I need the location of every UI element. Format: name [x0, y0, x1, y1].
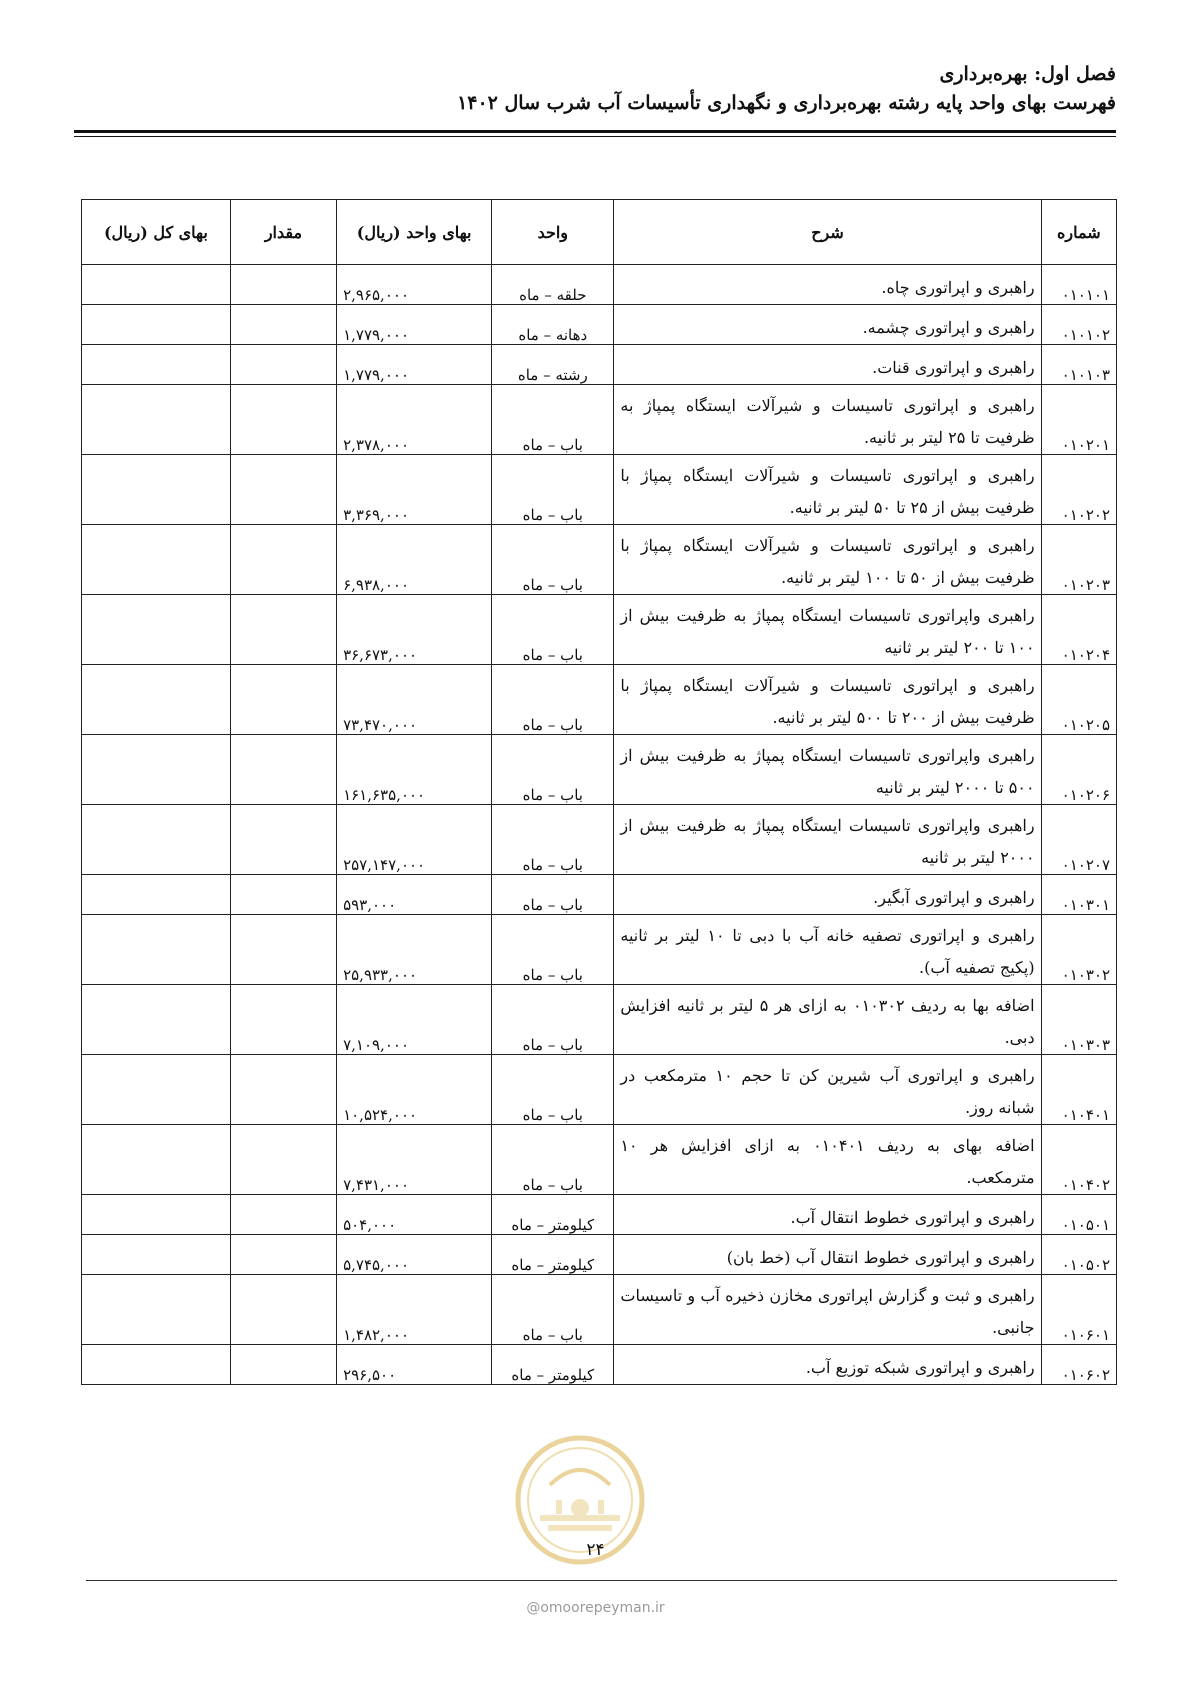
table-row	[82, 1055, 1117, 1125]
row-code: ۰۱۰۲۰۴	[1041, 595, 1116, 665]
row-quantity	[230, 735, 336, 805]
row-unit: باب – ماه	[492, 915, 614, 985]
row-quantity	[230, 1275, 336, 1345]
row-quantity	[230, 875, 336, 915]
row-unit: باب – ماه	[492, 595, 614, 665]
row-description: راهبری و اپراتوری خطوط انتقال آب (خط بان)	[614, 1235, 1041, 1275]
row-description: راهبری واپراتوری تاسیسات ایستگاه پمپاژ به ظرفیت بیش از ۵۰۰ تا ۲۰۰۰ لیتر بر ثانیه	[614, 735, 1041, 805]
table-row	[82, 875, 1117, 915]
row-quantity	[230, 345, 336, 385]
row-code: ۰۱۰۶۰۱	[1041, 1275, 1116, 1345]
column-header-code: شماره	[1041, 200, 1116, 265]
row-code: ۰۱۰۳۰۳	[1041, 985, 1116, 1055]
column-header-quantity: مقدار	[230, 200, 336, 265]
row-code: ۰۱۰۲۰۷	[1041, 805, 1116, 875]
row-quantity	[230, 525, 336, 595]
row-unit-price: ۵,۷۴۵,۰۰۰	[337, 1235, 492, 1275]
table-header-row	[82, 200, 1117, 265]
row-quantity	[230, 305, 336, 345]
column-header-unit-price: بهای واحد (ریال)	[337, 200, 492, 265]
row-total	[82, 1195, 231, 1235]
table-row	[82, 525, 1117, 595]
row-unit-price: ۱,۴۸۲,۰۰۰	[337, 1275, 492, 1345]
row-total	[82, 875, 231, 915]
row-unit-price: ۵۰۴,۰۰۰	[337, 1195, 492, 1235]
row-unit-price: ۲۵,۹۳۳,۰۰۰	[337, 915, 492, 985]
footer-website: @omoorepeyman.ir	[526, 1600, 665, 1616]
row-quantity	[230, 1055, 336, 1125]
row-total	[82, 305, 231, 345]
table-body	[82, 265, 1117, 1385]
row-description: راهبری و اپراتوری خطوط انتقال آب.	[614, 1195, 1041, 1235]
row-quantity	[230, 595, 336, 665]
row-total	[82, 1275, 231, 1345]
row-unit: دهانه – ماه	[492, 305, 614, 345]
table-row	[82, 305, 1117, 345]
row-description: راهبری و اپراتوری چاه.	[614, 265, 1041, 305]
row-unit-price: ۷,۱۰۹,۰۰۰	[337, 985, 492, 1055]
row-unit: باب – ماه	[492, 1055, 614, 1125]
row-unit-price: ۶,۹۳۸,۰۰۰	[337, 525, 492, 595]
row-description: راهبری و اپراتوری تاسیسات و شیرآلات ایستگاه پمپاژ با ظرفیت بیش از ۲۵ تا ۵۰ لیتر بر ثانیه.	[614, 455, 1041, 525]
row-description: راهبری و اپراتوری تاسیسات و شیرآلات ایستگاه پمپاژ به ظرفیت تا ۲۵ لیتر بر ثانیه.	[614, 385, 1041, 455]
row-code: ۰۱۰۲۰۵	[1041, 665, 1116, 735]
page-number: ۲۴	[586, 1540, 605, 1560]
row-quantity	[230, 1345, 336, 1385]
row-description: راهبری و ثبت و گزارش اپراتوری مخازن ذخیره آب و تاسیسات جانبی.	[614, 1275, 1041, 1345]
row-unit: باب – ماه	[492, 1125, 614, 1195]
column-header-unit: واحد	[492, 200, 614, 265]
header-rule-thick	[74, 130, 1116, 133]
table-row	[82, 265, 1117, 305]
table-row	[82, 385, 1117, 455]
row-description: راهبری و اپراتوری قنات.	[614, 345, 1041, 385]
table-row	[82, 345, 1117, 385]
row-code: ۰۱۰۱۰۳	[1041, 345, 1116, 385]
row-total	[82, 985, 231, 1055]
row-unit-price: ۳۶,۶۷۳,۰۰۰	[337, 595, 492, 665]
row-unit: باب – ماه	[492, 665, 614, 735]
row-code: ۰۱۰۲۰۲	[1041, 455, 1116, 525]
row-unit: باب – ماه	[492, 385, 614, 455]
row-code: ۰۱۰۳۰۱	[1041, 875, 1116, 915]
row-total	[82, 1125, 231, 1195]
row-description: اضافه بهای به ردیف ۰۱۰۴۰۱ به ازای افزایش هر ۱۰ مترمکعب.	[614, 1125, 1041, 1195]
row-total	[82, 345, 231, 385]
row-unit-price: ۱,۷۷۹,۰۰۰	[337, 345, 492, 385]
row-description: راهبری واپراتوری تاسیسات ایستگاه پمپاژ به ظرفیت بیش از ۱۰۰ تا ۲۰۰ لیتر بر ثانیه	[614, 595, 1041, 665]
row-quantity	[230, 265, 336, 305]
row-unit-price: ۲,۳۷۸,۰۰۰	[337, 385, 492, 455]
row-unit: باب – ماه	[492, 525, 614, 595]
row-total	[82, 385, 231, 455]
row-code: ۰۱۰۴۰۱	[1041, 1055, 1116, 1125]
row-code: ۰۱۰۴۰۲	[1041, 1125, 1116, 1195]
table-row	[82, 595, 1117, 665]
row-unit: کیلومتر – ماه	[492, 1345, 614, 1385]
row-total	[82, 525, 231, 595]
row-unit: باب – ماه	[492, 985, 614, 1055]
table-row	[82, 455, 1117, 525]
row-unit: باب – ماه	[492, 735, 614, 805]
row-code: ۰۱۰۳۰۲	[1041, 915, 1116, 985]
row-description: اضافه بها به ردیف ۰۱۰۳۰۲ به ازای هر ۵ لیتر بر ثانیه افزایش دبی.	[614, 985, 1041, 1055]
row-unit: کیلومتر – ماه	[492, 1195, 614, 1235]
row-code: ۰۱۰۲۰۳	[1041, 525, 1116, 595]
table-row	[82, 665, 1117, 735]
table-row	[82, 1235, 1117, 1275]
row-quantity	[230, 1235, 336, 1275]
row-unit-price: ۲۵۷,۱۴۷,۰۰۰	[337, 805, 492, 875]
row-total	[82, 455, 231, 525]
row-unit: باب – ماه	[492, 875, 614, 915]
row-unit: حلقه – ماه	[492, 265, 614, 305]
row-unit-price: ۷۳,۴۷۰,۰۰۰	[337, 665, 492, 735]
row-unit-price: ۱۶۱,۶۳۵,۰۰۰	[337, 735, 492, 805]
column-header-total: بهای کل (ریال)	[82, 200, 231, 265]
row-total	[82, 1055, 231, 1125]
table-row	[82, 735, 1117, 805]
chapter-title: فصل اول: بهره‌برداری	[939, 63, 1116, 85]
row-quantity	[230, 915, 336, 985]
table-row	[82, 915, 1117, 985]
row-description: راهبری و اپراتوری شبکه توزیع آب.	[614, 1345, 1041, 1385]
table-row	[82, 805, 1117, 875]
row-unit: باب – ماه	[492, 805, 614, 875]
row-unit: باب – ماه	[492, 1275, 614, 1345]
row-description: راهبری و اپراتوری چشمه.	[614, 305, 1041, 345]
row-total	[82, 805, 231, 875]
row-quantity	[230, 805, 336, 875]
row-unit-price: ۵۹۳,۰۰۰	[337, 875, 492, 915]
footer-rule	[86, 1580, 1117, 1581]
row-unit-price: ۷,۴۳۱,۰۰۰	[337, 1125, 492, 1195]
row-total	[82, 595, 231, 665]
row-description: راهبری و اپراتوری تصفیه خانه آب با دبی تا ۱۰ لیتر بر ثانیه (پکیج تصفیه آب).	[614, 915, 1041, 985]
row-total	[82, 915, 231, 985]
row-code: ۰۱۰۲۰۱	[1041, 385, 1116, 455]
table-row	[82, 1195, 1117, 1235]
row-quantity	[230, 985, 336, 1055]
row-unit-price: ۱,۷۷۹,۰۰۰	[337, 305, 492, 345]
row-quantity	[230, 455, 336, 525]
document-title: فهرست بهای واحد پایه رشته بهره‌برداری و نگهداری تأسیسات آب شرب سال ۱۴۰۲	[457, 92, 1116, 114]
row-description: راهبری و اپراتوری آب شیرین کن تا حجم ۱۰ مترمکعب در شبانه روز.	[614, 1055, 1041, 1125]
row-code: ۰۱۰۵۰۲	[1041, 1235, 1116, 1275]
row-total	[82, 1345, 231, 1385]
row-unit-price: ۲۹۶,۵۰۰	[337, 1345, 492, 1385]
row-total	[82, 665, 231, 735]
row-total	[82, 1235, 231, 1275]
page-header	[74, 60, 1116, 118]
row-unit: رشته – ماه	[492, 345, 614, 385]
row-quantity	[230, 1125, 336, 1195]
row-quantity	[230, 385, 336, 455]
column-header-description: شرح	[614, 200, 1041, 265]
table-row	[82, 1345, 1117, 1385]
row-code: ۰۱۰۱۰۱	[1041, 265, 1116, 305]
table-row	[82, 1275, 1117, 1345]
row-description: راهبری و اپراتوری آبگیر.	[614, 875, 1041, 915]
row-unit-price: ۲,۹۶۵,۰۰۰	[337, 265, 492, 305]
row-unit: کیلومتر – ماه	[492, 1235, 614, 1275]
row-unit-price: ۳,۳۶۹,۰۰۰	[337, 455, 492, 525]
header-rule-thin	[74, 136, 1116, 137]
row-code: ۰۱۰۲۰۶	[1041, 735, 1116, 805]
row-code: ۰۱۰۵۰۱	[1041, 1195, 1116, 1235]
row-description: راهبری و اپراتوری تاسیسات و شیرآلات ایستگاه پمپاژ با ظرفیت بیش از ۲۰۰ تا ۵۰۰ لیتر بر ثانیه.	[614, 665, 1041, 735]
table-row	[82, 985, 1117, 1055]
row-code: ۰۱۰۶۰۲	[1041, 1345, 1116, 1385]
table-row	[82, 1125, 1117, 1195]
row-description: راهبری واپراتوری تاسیسات ایستگاه پمپاژ به ظرفیت بیش از ۲۰۰۰ لیتر بر ثانیه	[614, 805, 1041, 875]
row-total	[82, 265, 231, 305]
price-list-table	[81, 199, 1117, 1385]
row-description: راهبری و اپراتوری تاسیسات و شیرآلات ایستگاه پمپاژ با ظرفیت بیش از ۵۰ تا ۱۰۰ لیتر بر ثانیه.	[614, 525, 1041, 595]
row-total	[82, 735, 231, 805]
row-unit: باب – ماه	[492, 455, 614, 525]
row-quantity	[230, 1195, 336, 1235]
row-quantity	[230, 665, 336, 735]
row-code: ۰۱۰۱۰۲	[1041, 305, 1116, 345]
row-unit-price: ۱۰,۵۲۴,۰۰۰	[337, 1055, 492, 1125]
